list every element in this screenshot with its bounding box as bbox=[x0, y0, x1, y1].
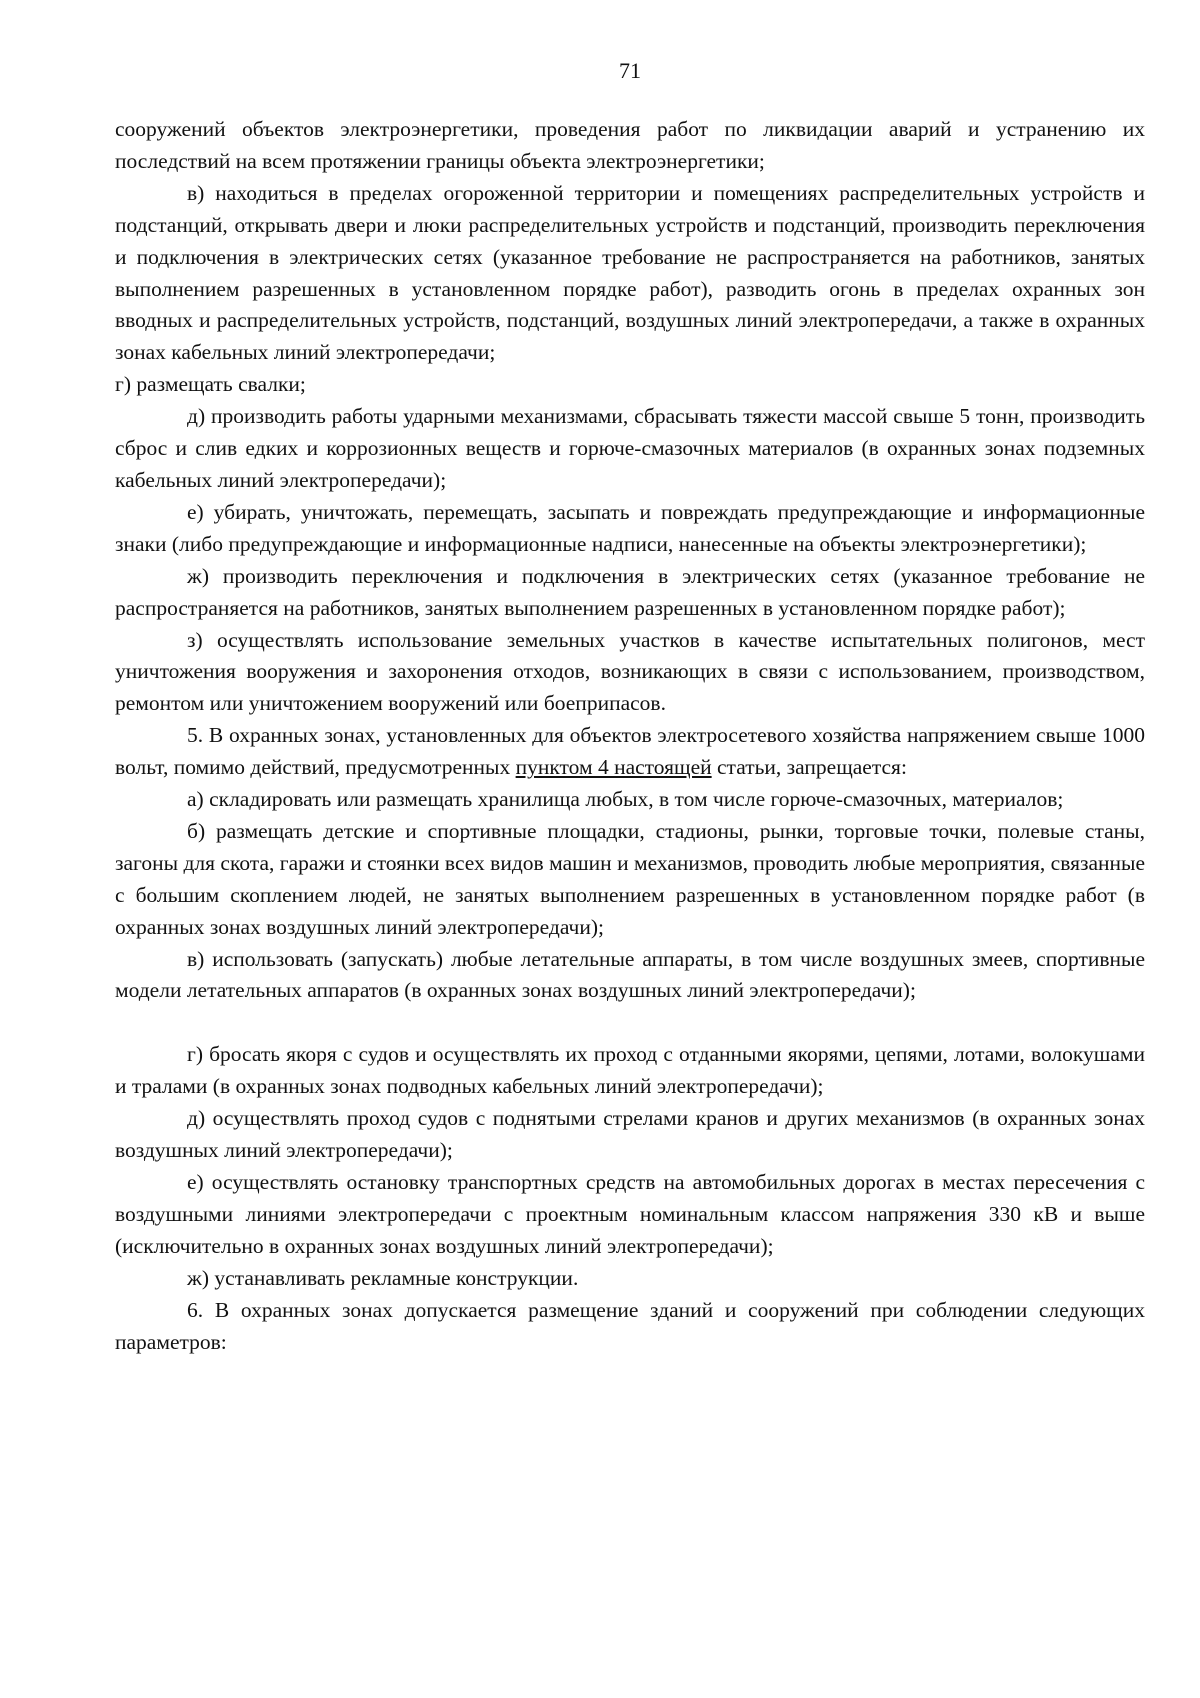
clause-5-text-before: 5. В охранных зонах, установленных для объектов электросетевого хозяйства напряжением свыше 1000 вольт, помимо действий, предусмотренных bbox=[115, 723, 1145, 780]
paragraph-continuation: сооружений объектов электроэнергетики, проведения работ по ликвидации аварий и устранению их последствий на всем протяжении границы объекта электроэнергетики; bbox=[115, 117, 1145, 173]
paragraph-item-e2: е) осуществлять остановку транспортных средств на автомобильных дорогах в местах пересечения с воздушными линиями электропередачи с проектным номинальным классом напряжения 330 кВ и выше (исключительно в охранных зонах воздушных линий электропередачи); bbox=[115, 1170, 1145, 1258]
paragraph-item-d: д) производить работы ударными механизмами, сбрасывать тяжести массой свыше 5 тонн, производить сброс и слив едких и коррозионных веществ и горюче-смазочных материалов (в охранных зонах подземных кабельных линий электропередачи); bbox=[115, 404, 1145, 492]
paragraph-item-zh: ж) производить переключения и подключения в электрических сетях (указанное требование не распространяется на работников, занятых выполнением разрешенных в установленном порядке работ); bbox=[115, 563, 1145, 620]
paragraph-clause-6: 6. В охранных зонах допускается размещение зданий и сооружений при соблюдении следующих параметров: bbox=[115, 1297, 1145, 1354]
paragraph-item-v: в) находиться в пределах огороженной территории и помещениях распределительных устройств и подстанций, открывать двери и люки распределительных устройств и подстанций, производить переключения и подключения в электрических сетях (указанное требование не распространяется на работников, занятых выполнением разрешенных в установленном порядке работ), разводить огонь в пределах охранных зон вводных и распределительных устройств, подстанций, воздушных линий электропередачи, а также в охранных зонах кабельных линий электропередачи; bbox=[115, 180, 1145, 365]
paragraph-clause-5 bbox=[115, 720, 1145, 784]
paragraph-item-g2: г) бросать якоря с судов и осуществлять их проход с отданными якорями, цепями, лотами, волокушами и тралами (в охранных зонах подводных кабельных линий электропередачи); bbox=[115, 1042, 1145, 1099]
paragraph-item-d2: д) осуществлять проход судов с поднятыми стрелами кранов и других механизмов (в охранных зонах воздушных линий электропередачи); bbox=[115, 1106, 1145, 1163]
clause-4-reference-link[interactable]: пунктом 4 настоящей bbox=[515, 755, 712, 780]
paragraph-item-v2: в) использовать (запускать) любые летательные аппараты, в том числе воздушных змеев, спортивные модели летательных аппаратов (в охранных зонах воздушных линий электропередачи); bbox=[115, 946, 1145, 1003]
paragraph-item-zh2: ж) устанавливать рекламные конструкции. bbox=[187, 1265, 579, 1290]
clause-5-text-after: статьи, запрещается: bbox=[711, 755, 907, 780]
page-number: 71 bbox=[619, 58, 641, 83]
paragraph-item-a: а) складировать или размещать хранилища любых, в том числе горюче-смазочных, материалов; bbox=[187, 787, 1064, 812]
document-body bbox=[115, 114, 1145, 1358]
paragraph-item-e: е) убирать, уничтожать, перемещать, засыпать и повреждать предупреждающие и информационные знаки (либо предупреждающие и информационные надписи, нанесенные на объекты электроэнергетики); bbox=[115, 499, 1145, 556]
paragraph-item-z: з) осуществлять использование земельных участков в качестве испытательных полигонов, мест уничтожения вооружения и захоронения отходов, возникающих в связи с использованием, производством, ремонтом или уничтожением вооружений или боеприпасов. bbox=[115, 627, 1145, 716]
paragraph-item-b: б) размещать детские и спортивные площадки, стадионы, рынки, торговые точки, полевые станы, загоны для скота, гаражи и стоянки всех видов машин и механизмов, проводить любые мероприятия, связанные с большим скоплением людей, не занятых выполнением разрешенных в установленном порядке работ (в охранных зонах воздушных линий электропередачи); bbox=[115, 818, 1145, 939]
paragraph-item-g: г) размещать свалки; bbox=[115, 372, 306, 397]
